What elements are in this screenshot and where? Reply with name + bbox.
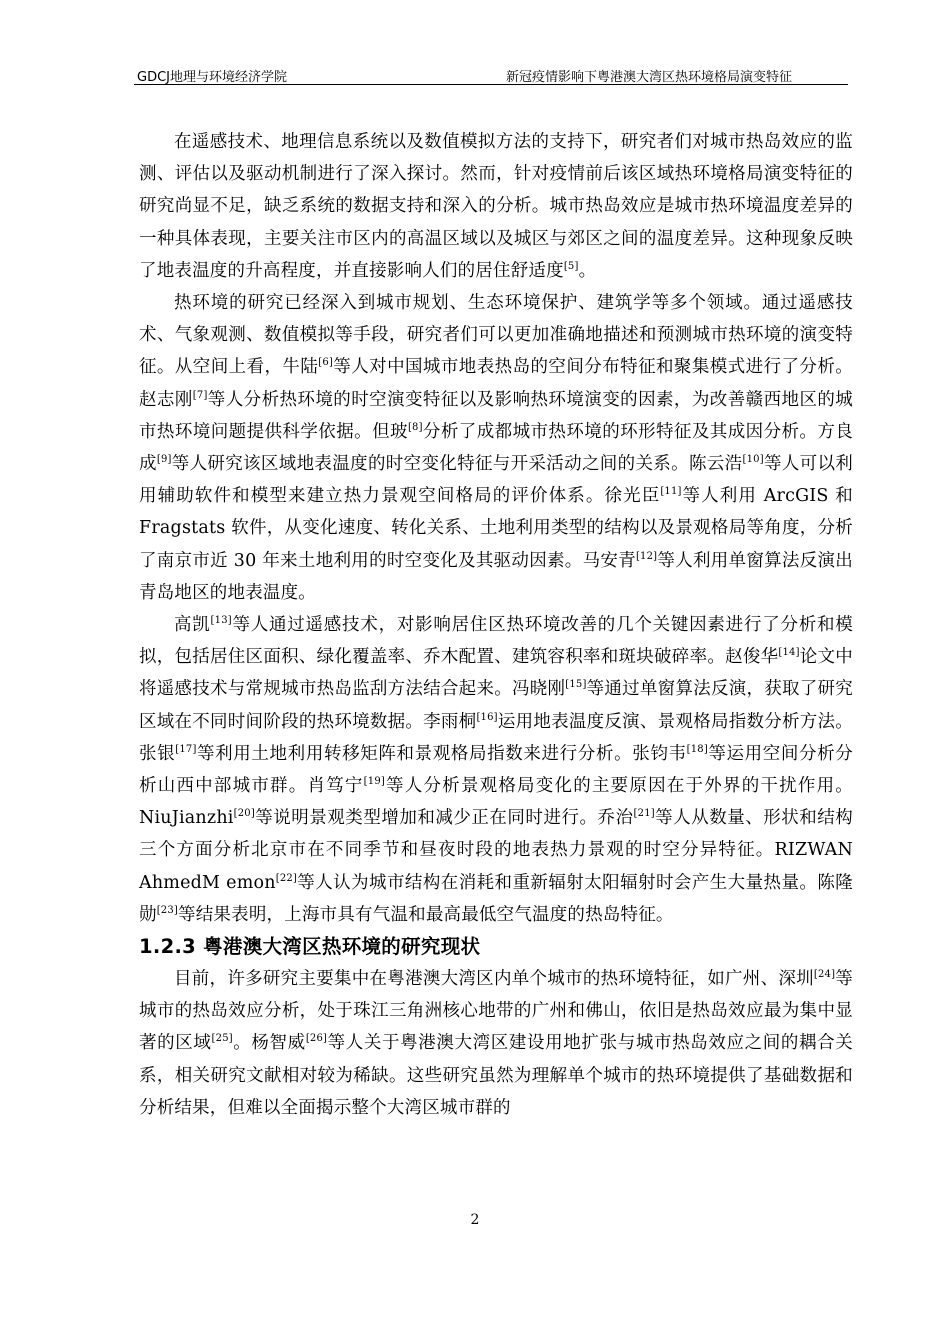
citation-20: [20] [233, 808, 255, 820]
page-number: 2 [470, 1212, 480, 1228]
header-paper-title: 新冠疫情影响下粤港澳大湾区热环境格局演变特征 [505, 70, 792, 85]
text-run: 等说明景观类型增加和减少正在同时进行。乔治 [254, 808, 634, 829]
text-run: 等人分析景观格局变化的主要原因在于外界的干扰作用。NiuJianzhi [139, 776, 853, 829]
citation-15: [15] [565, 679, 587, 691]
text-run: 分析了成都城市热环境的环形特征及其成因分析。方良成 [139, 421, 853, 475]
section-heading: 1.2.3 粤港澳大湾区热环境的研究现状 [139, 935, 481, 959]
citation-18: [18] [686, 743, 708, 755]
citation-11: [11] [660, 486, 682, 498]
citation-9: [9] [156, 454, 172, 466]
citation-25: [25] [211, 1033, 233, 1045]
text-run: 论文中将遥感技术与常规城市热岛监刮方法结合起来。冯晓刚 [139, 647, 853, 700]
text-run: 等人分析热环境的时空演变特征以及影响热环境演变的因素，为改善赣西地区的城市热环境问题提供科学依据。但玻 [139, 389, 853, 442]
citation-14: [14] [778, 647, 800, 659]
citation-24: [24] [813, 969, 836, 981]
text-run: 在遥感技术、地理信息系统以及数值模拟方法的支持下，研究者们对城市热岛效应的监测、评估以及驱动机制进行了深入探讨。然而，针对疫情前后该区域热环境格局演变特征的研究尚显不足，缺乏系统的数据支持和深入的分析。城市热岛效应是城市热环境温度差异的一种具体表现，主要关注市区内的高温区域以及城区与郊区之间的温度差异。这种现象反映了地表温度的升高程度，并直接影响人们的居住舒适度 [139, 132, 853, 281]
text-run: 等人利用单窗算法反演出青岛地区的地表温度。 [139, 550, 853, 603]
citation-26: [26] [305, 1033, 328, 1045]
text-run: 目前，许多研究主要集中在粤港澳大湾区内单个城市的热环境特征，如广州、深圳 [174, 969, 814, 990]
text-run: 。 [578, 260, 597, 281]
citation-13: [13] [210, 615, 232, 627]
text-run: 等利用土地利用转移矩阵和景观格局指数来进行分析。张钧韦 [196, 743, 687, 764]
page-body [139, 126, 853, 1124]
citation-8: [8] [407, 421, 423, 433]
page-header [134, 62, 848, 85]
text-run: 等结果表明，上海市具有气温和最高最低空气温度的热岛特征。 [178, 904, 674, 925]
text-run: 。杨智威 [232, 1033, 306, 1054]
citation-7: [7] [192, 389, 208, 401]
citation-5: [5] [563, 260, 579, 272]
paragraph-1 [139, 126, 853, 287]
text-run: 等人从数量、形状和结构三个方面分析北京市在不同季节和昼夜时段的地表热力景观的时空分异特征。RIZWAN AhmedM emon [139, 808, 854, 893]
text-run: 等运用空间分析分析山西中部城市群。肖笃宁 [139, 743, 853, 797]
text-run: 运用地表温度反演、景观格局指数分析方法。张银 [139, 711, 853, 764]
text-run: 等人关于粤港澳大湾区建设用地扩张与城市热岛效应之间的耦合关系，相关研究文献相对较为稀缺。这些研究虽然为理解单个城市的热环境提供了基础数据和分析结果，但难以全面揭示整个大湾区城市群的 [139, 1033, 853, 1118]
citation-12: [12] [635, 550, 658, 562]
citation-16: [16] [476, 711, 498, 723]
text-run: 热环境的研究已经深入到城市规划、生态环境保护、建筑学等多个领域。通过遥感技术、气象观测、数值模拟等手段，研究者们可以更加准确地描述和预测城市热环境的演变特征。从空间上看，牛陆 [139, 293, 853, 378]
citation-21: [21] [633, 808, 655, 820]
citation-10: [10] [742, 454, 764, 466]
text-run: 高凯 [174, 615, 211, 636]
paragraph-4 [139, 963, 853, 1124]
text-run: 等人利用 ArcGIS 和 Fragstats 软件，从变化速度、转化关系、土地利用类型的结构以及景观格局等角度，分析了南京市近 30 年来土地利用的时空变化及其驱动因素。马安青 [139, 486, 853, 571]
citation-22: [22] [275, 872, 298, 884]
citation-17: [17] [175, 743, 197, 755]
paragraph-3 [139, 609, 853, 931]
text-run: 等通过单窗算法反演，获取了研究区域在不同时间阶段的热环境数据。李雨桐 [139, 679, 853, 732]
text-run: 等人研究该区域地表温度的时空变化特征与开采活动之间的关系。陈云浩 [171, 454, 743, 475]
text-run: 等人通过遥感技术，对影响居住区热环境改善的几个关键因素进行了分析和模拟，包括居住区面积、绿化覆盖率、乔木配置、建筑容积率和斑块破碎率。赵俊华 [139, 615, 853, 668]
citation-19: [19] [363, 776, 385, 788]
header-institution: GDCJ地理与环境经济学院 [137, 70, 287, 85]
citation-23: [23] [156, 904, 179, 916]
text-run: 等人对中国城市地表热岛的空间分布特征和聚集模式进行了分析。 赵志刚 [139, 357, 853, 410]
text-run: 等人认为城市结构在消耗和重新辐射太阳辐射时会产生大量热量。陈隆勋 [139, 872, 853, 925]
text-run: 等城市的热岛效应分析，处于珠江三角洲核心地带的广州和佛山，依旧是热岛效应最为集中显著的区域 [139, 969, 853, 1054]
citation-6: [6] [318, 357, 334, 369]
paragraph-2 [139, 287, 853, 609]
text-run: 等人可以利用辅助软件和模型来建立热力景观空间格局的评价体系。徐光臣 [139, 454, 854, 507]
